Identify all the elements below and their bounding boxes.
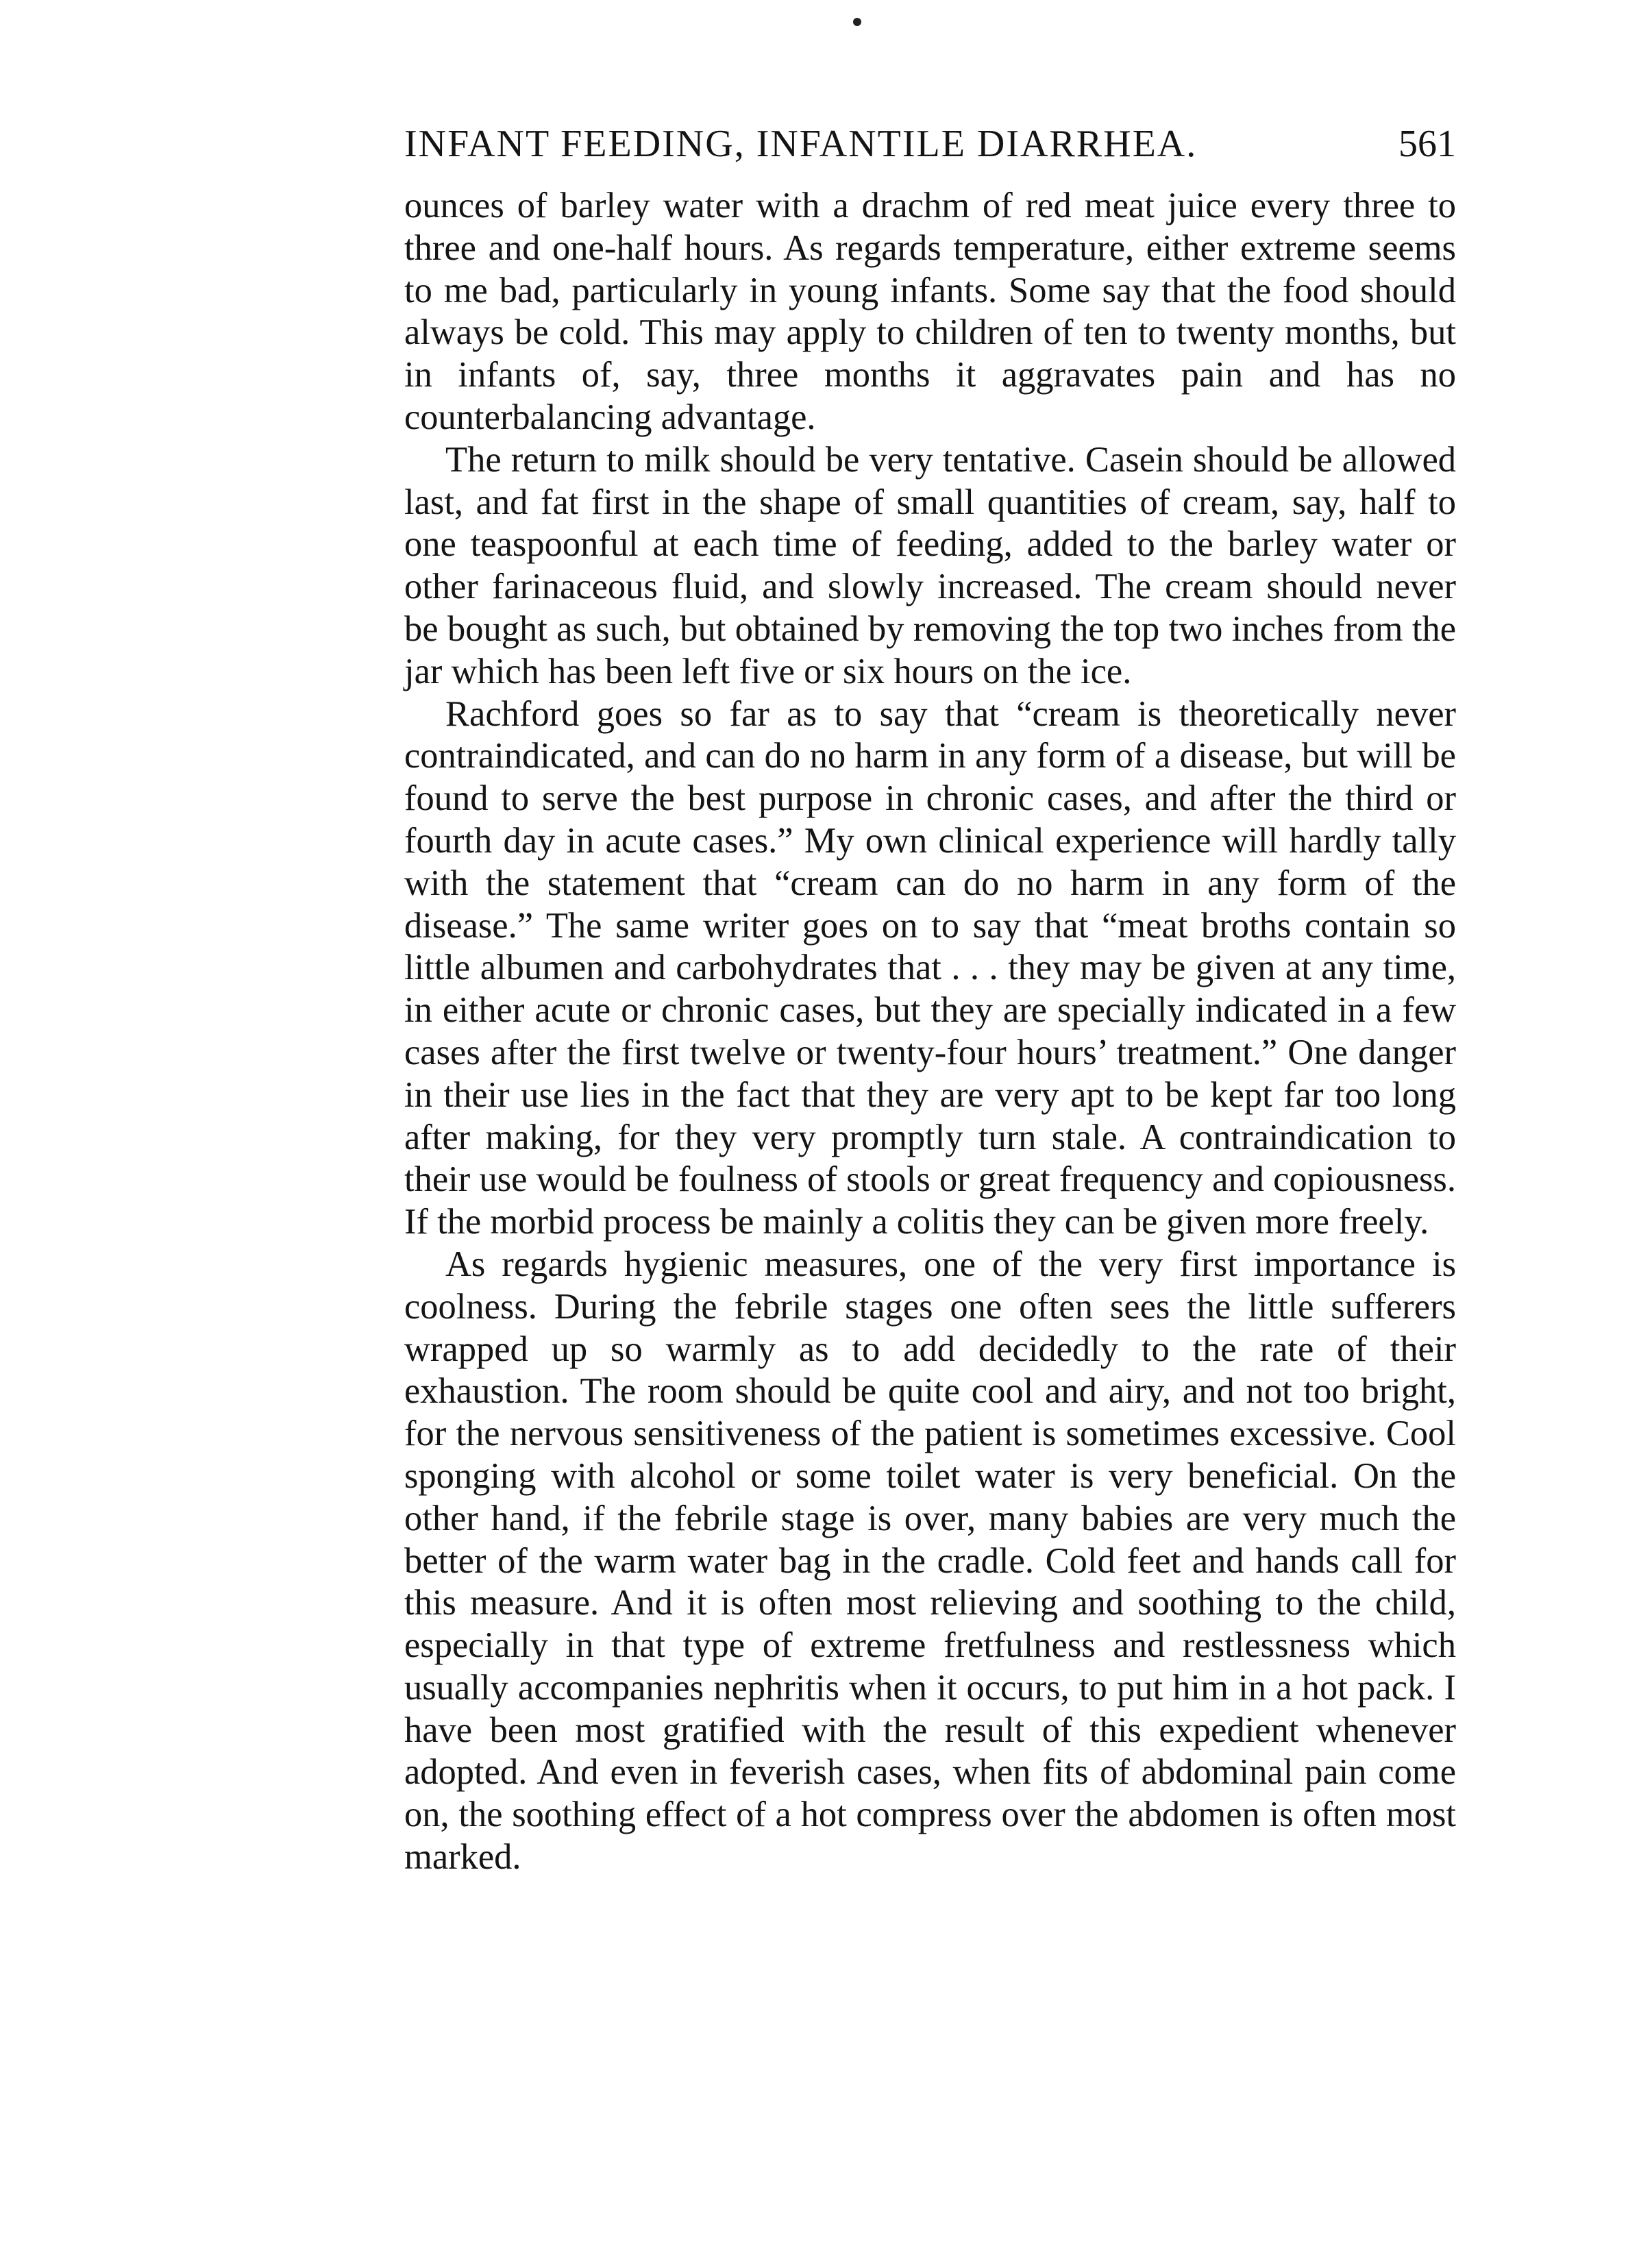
paragraph-continued: ounces of barley water with a drachm of red meat juice every three to three and one-half hours. As regards temperature, either extreme seems to me bad, particularly in young infants. Some say that the food should always be cold. This may apply to children of ten to twenty months, but in infants of, say, three months it aggravates pain and has no counterbalancing advantage. [404,186,1456,437]
paragraph-rachford: Rachford goes so far as to say that “cream is theoretically never contraindicated, and can do no harm in any form of a disease, but will be found to serve the best purpose in chronic cases, and after the third or fourth day in acute cases.” My own clinical experience will hardly tally with the statement that “cream can do no harm in any form of the disease.” The same writer goes on to say that “meat broths contain so little albumen and carbohydrates that . . . they may be given at any time, in either acute or chronic cases, but they are specially indicated in a few cases after the first twelve or twenty-four hours’ treatment.” One danger in their use lies in the fact that they are very apt to be kept far too long after making, for they very promptly turn stale. A contraindication to their use would be foulness of stools or great frequency and copiousness. If the morbid process be mainly a colitis they can be given more freely. [404,693,1456,1242]
running-head [404,110,1456,178]
running-title: INFANT FEEDING, INFANTILE DIARRHEA. [404,123,1198,165]
page-number: 561 [1398,123,1456,165]
scan-speck [853,18,861,26]
paragraph-return-to-milk: The return to milk should be very tentative. Casein should be allowed last, and fat first in the shape of small quantities of cream, say, half to one teaspoonful at each time of feeding, added to the barley water or other farinaceous fluid, and slowly increased. The cream should never be bought as such, but obtained by removing the top two inches from the jar which has been left five or six hours on the ice. [404,439,1456,691]
paragraph-hygienic-measures: As regards hygienic measures, one of the very first importance is coolness. During the febrile stages one often sees the little sufferers wrapped up so warmly as to add decidedly to the rate of their exhaustion. The room should be quite cool and airy, and not too bright, for the nervous sensitiveness of the patient is sometimes excessive. Cool sponging with alcohol or some toilet water is very beneficial. On the other hand, if the febrile stage is over, many babies are very much the better of the warm water bag in the cradle. Cold feet and hands call for this measure. And it is often most relieving and soothing to the child, especially in that type of extreme fretfulness and restlessness which usually accompanies nephritis when it occurs, to put him in a hot pack. I have been most gratified with the result of this expedient whenever adopted. And even in feverish cases, when fits of abdominal pain come on, the soothing effect of a hot compress over the abdomen is often most marked. [404,1244,1456,1878]
body-text [404,185,1456,1879]
